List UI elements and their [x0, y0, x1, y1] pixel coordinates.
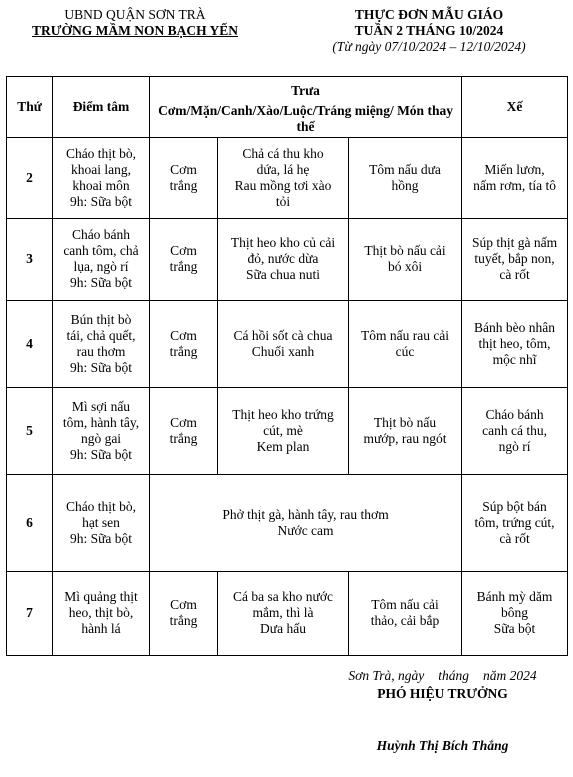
cell-breakfast: Cháo bánh canh tôm, chả lụa, ngò rí 9h: Sữa bột — [53, 218, 150, 300]
signature-date — [330, 668, 555, 684]
cell-breakfast: Mì quảng thịt heo, thịt bò, hành lá — [53, 571, 150, 655]
cell-day: 2 — [7, 137, 53, 218]
signature-month-word: tháng — [438, 668, 469, 683]
header-lunch-sub: Cơm/Mặn/Canh/Xào/Luộc/Tráng miệng/ Món thay thế — [150, 103, 462, 138]
header-day: Thứ — [7, 77, 53, 138]
cell-afternoon: Cháo bánh canh cá thu, ngò rí — [462, 387, 568, 474]
menu-row — [7, 571, 568, 655]
signature-title: PHÓ HIỆU TRƯỞNG — [377, 686, 508, 701]
cell-afternoon: Súp thịt gà nấm tuyết, bắp non, cà rốt — [462, 218, 568, 300]
cell-day: 6 — [7, 474, 53, 571]
cell-breakfast: Cháo thịt bò, hạt sen 9h: Sữa bột — [53, 474, 150, 571]
cell-soup: Tôm nấu cải thảo, cải bắp — [349, 571, 462, 655]
header-right — [285, 7, 573, 55]
cell-soup: Tôm nấu rau cải cúc — [349, 300, 462, 387]
cell-soup: Thịt bò nấu cải bó xôi — [349, 218, 462, 300]
menu-table — [6, 76, 568, 656]
cell-afternoon: Bánh mỳ dăm bông Sữa bột — [462, 571, 568, 655]
cell-rice: Cơm trắng — [150, 387, 218, 474]
cell-main-dish: Cá ba sa kho nước mắm, thì là Dưa hấu — [218, 571, 349, 655]
signature-name: Huỳnh Thị Bích Thắng — [376, 738, 509, 753]
cell-rice: Cơm trắng — [150, 137, 218, 218]
cell-afternoon: Bánh bèo nhân thịt heo, tôm, mộc nhĩ — [462, 300, 568, 387]
cell-main-dish: Thịt heo kho củ cải đỏ, nước dừa Sữa chua nuti — [218, 218, 349, 300]
signature-place: Sơn Trà, ngày — [348, 668, 425, 683]
cell-rice: Cơm trắng — [150, 218, 218, 300]
cell-rice: Cơm trắng — [150, 300, 218, 387]
menu-week: TUẦN 2 THÁNG 10/2024 — [354, 23, 504, 38]
cell-day: 7 — [7, 571, 53, 655]
menu-title: THỰC ĐƠN MẪU GIÁO — [354, 7, 504, 22]
menu-row — [7, 474, 568, 571]
cell-lunch-merged: Phở thịt gà, hành tây, rau thơm Nước cam — [150, 474, 462, 571]
menu-row — [7, 218, 568, 300]
school-name: TRƯỜNG MẦM NON BẠCH YẾN — [32, 23, 238, 38]
cell-afternoon: Súp bột bán tôm, trứng cút, cà rốt — [462, 474, 568, 571]
cell-main-dish: Thịt heo kho trứng cút, mè Kem plan — [218, 387, 349, 474]
header-breakfast: Điểm tâm — [53, 77, 150, 138]
menu-row — [7, 300, 568, 387]
cell-main-dish: Cá hồi sốt cà chua Chuối xanh — [218, 300, 349, 387]
cell-breakfast: Bún thịt bò tái, chả quết, rau thơm 9h: Sữa bột — [53, 300, 150, 387]
cell-day: 5 — [7, 387, 53, 474]
cell-afternoon: Miến lươn, nấm rơm, tía tô — [462, 137, 568, 218]
cell-breakfast: Cháo thịt bò, khoai lang, khoai môn 9h: Sữa bột — [53, 137, 150, 218]
cell-day: 4 — [7, 300, 53, 387]
menu-row — [7, 387, 568, 474]
district-name: UBND QUẬN SƠN TRÀ — [64, 7, 206, 22]
cell-breakfast: Mì sợi nấu tôm, hành tây, ngò gai 9h: Sữa bột — [53, 387, 150, 474]
cell-day: 3 — [7, 218, 53, 300]
menu-date-range: (Từ ngày 07/10/2024 – 12/10/2024) — [332, 39, 526, 54]
cell-main-dish: Chả cá thu kho dứa, lá hẹ Rau mồng tơi xào tỏi — [218, 137, 349, 218]
signature-year: năm 2024 — [482, 668, 537, 683]
header-afternoon: Xế — [462, 77, 568, 138]
cell-soup: Thịt bò nấu mướp, rau ngót — [349, 387, 462, 474]
cell-soup: Tôm nấu dưa hồng — [349, 137, 462, 218]
header-lunch: Trưa — [150, 77, 462, 103]
header-left — [0, 7, 270, 39]
cell-rice: Cơm trắng — [150, 571, 218, 655]
menu-row — [7, 137, 568, 218]
